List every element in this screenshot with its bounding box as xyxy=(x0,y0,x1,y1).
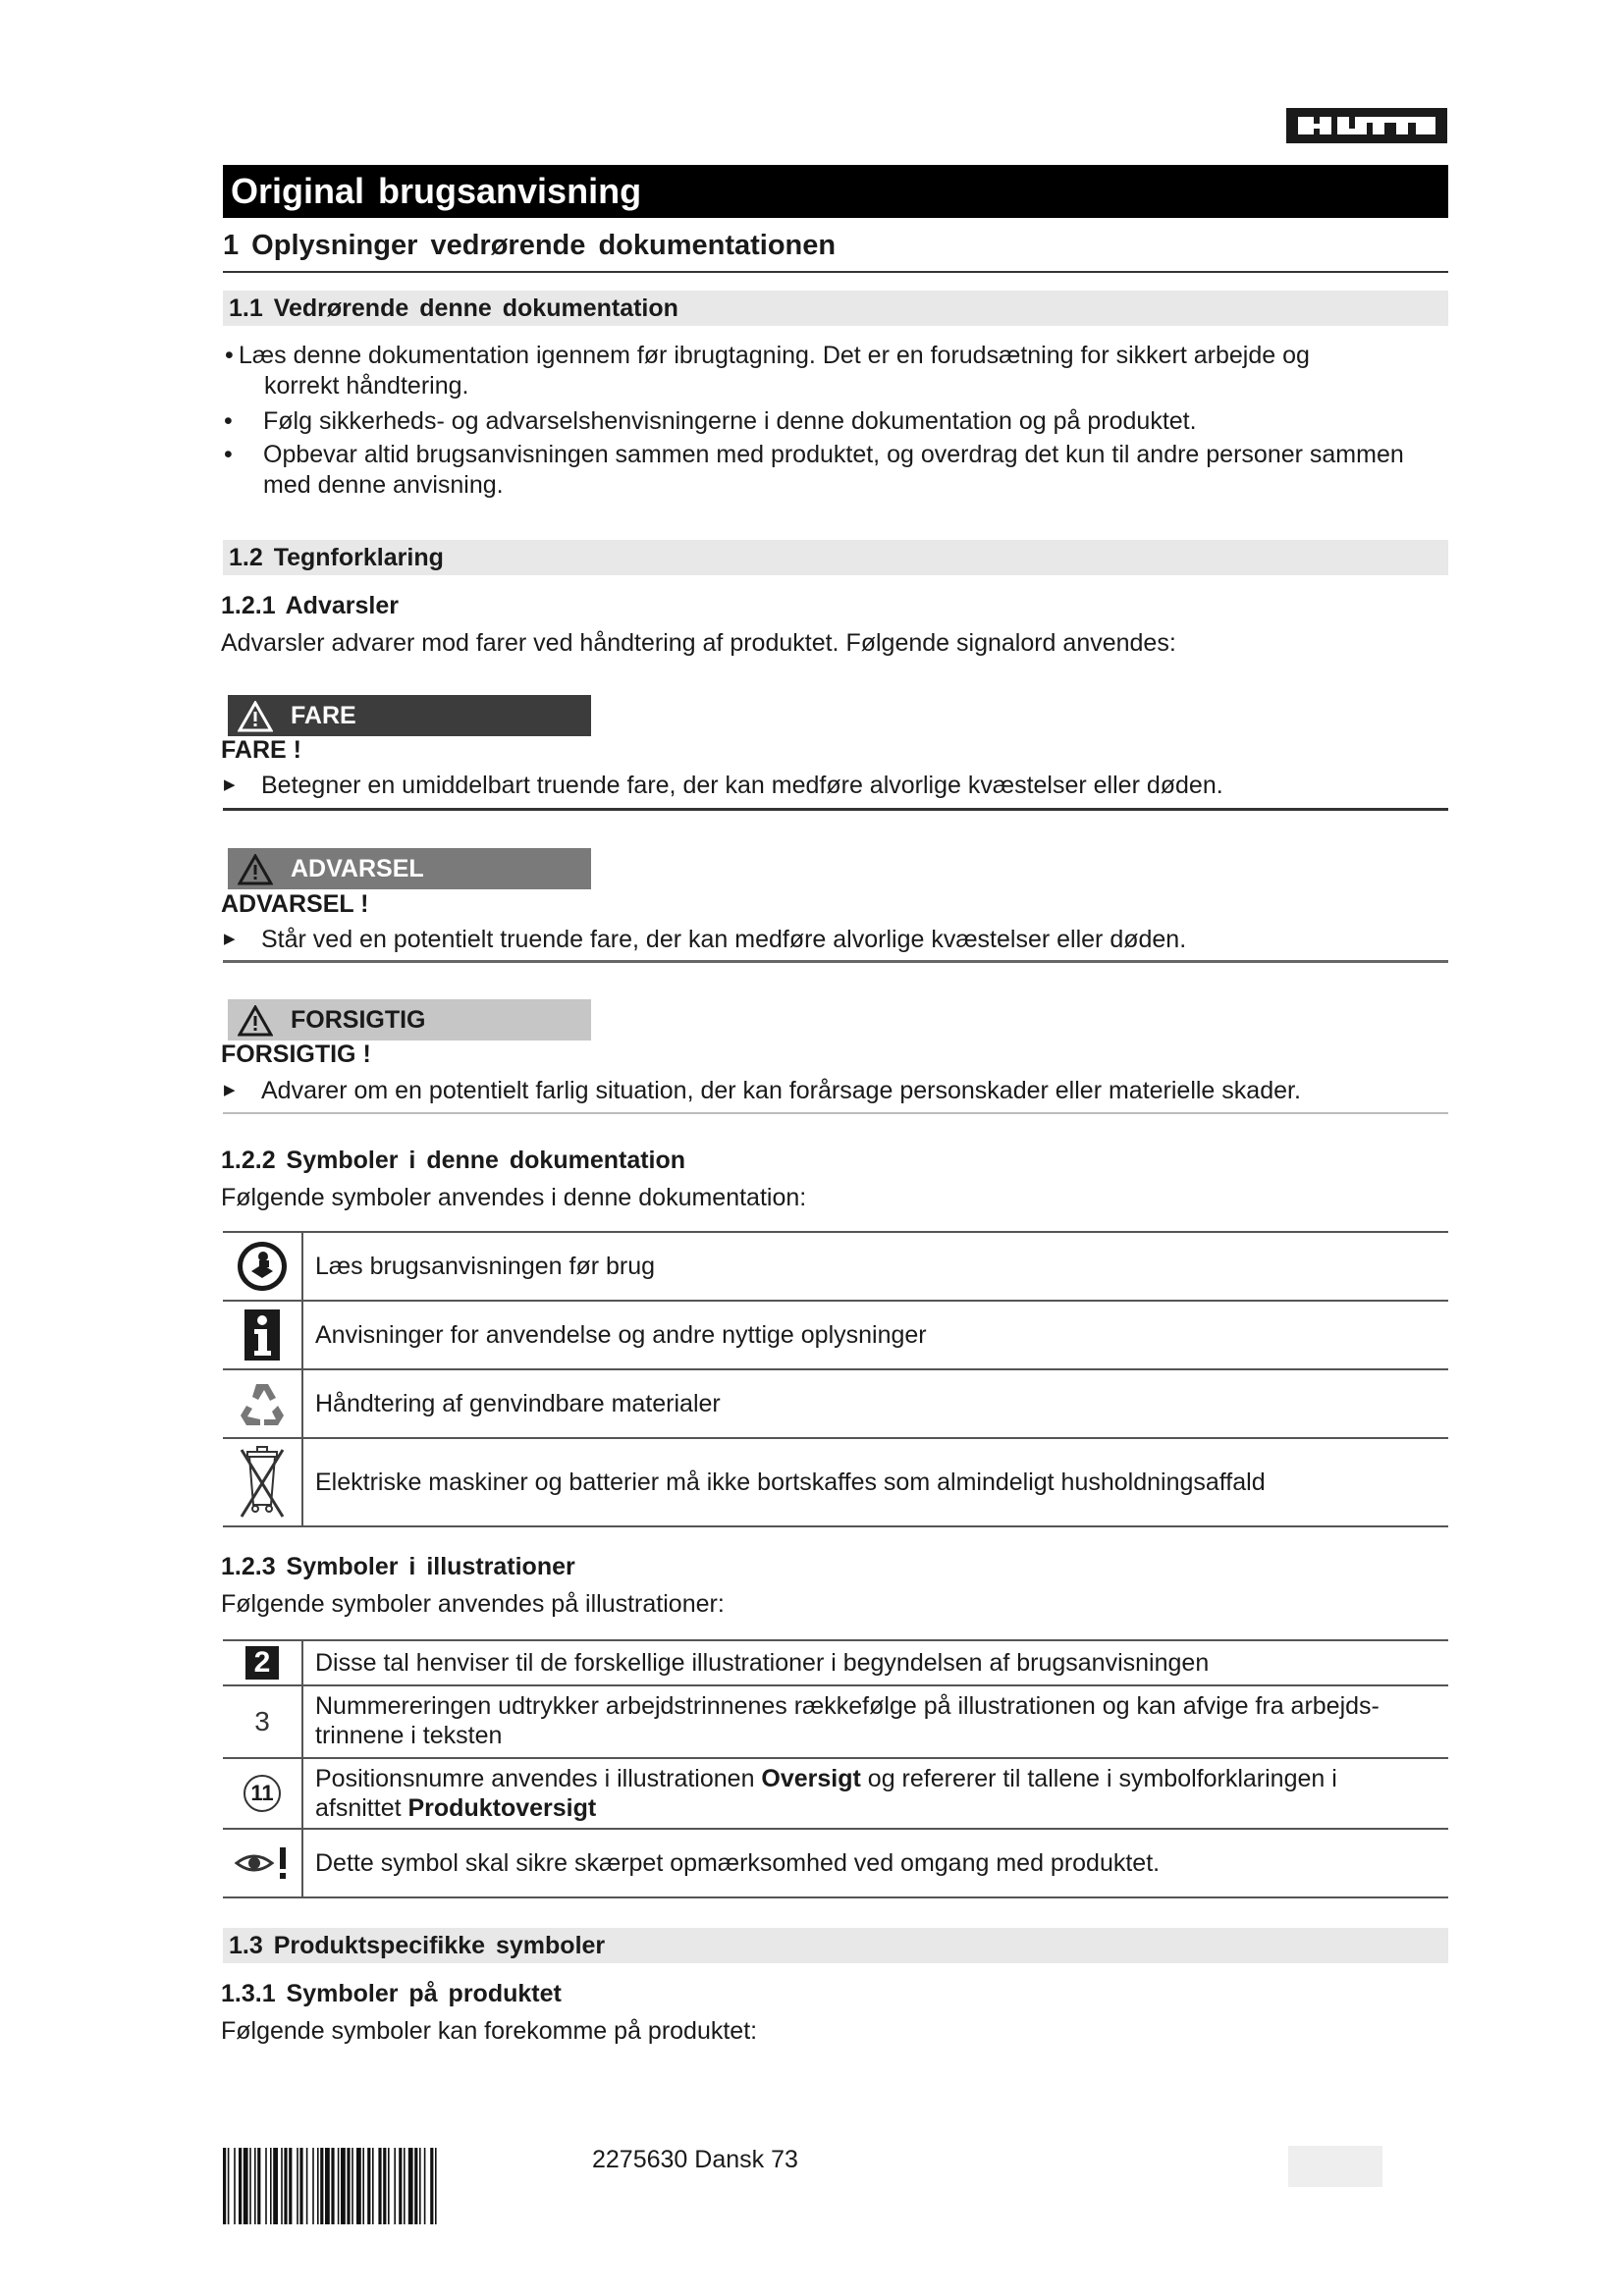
signal-label-text: FORSIGTIG xyxy=(291,1006,426,1034)
bullet-item xyxy=(224,406,1473,437)
barcode-bar xyxy=(289,2148,292,2224)
symbol-description: Positionsnumre anvendes i illustrationen Oversigt og refererer til tallene i symbolforklaringen i afsnittet Produktoversigt xyxy=(315,1765,1337,1822)
symbol-description: Elektriske maskiner og batterier må ikke bortskaffes som almindeligt husholdningsaffald xyxy=(315,1468,1266,1496)
barcode-bar xyxy=(325,2148,330,2224)
barcode-bar xyxy=(419,2148,421,2224)
symbols-intro: Følgende symboler anvendes i denne dokumentation: xyxy=(221,1184,807,1211)
barcode-bar xyxy=(223,2148,226,2224)
symbol-description: Dette symbol skal sikre skærpet opmærksomhed ved omgang med produktet. xyxy=(315,1849,1161,1877)
symbol-description: Disse tal henviser til de forskellige illustrationer i begyndelsen af brugsanvisningen xyxy=(315,1649,1210,1677)
warning-triangle-icon xyxy=(238,854,273,885)
bullet-marker: • xyxy=(225,342,234,369)
section-1-3-heading: 1.3 Produktspecifikke symboler xyxy=(223,1928,1448,1963)
barcode-bar xyxy=(234,2148,236,2224)
signal-label-forsigtig xyxy=(228,999,591,1041)
signal-description: ▶ Advarer om en potentielt farlig situation, der kan forårsage personskader eller materielle skader. xyxy=(224,1077,1301,1104)
symbol-description: Læs brugsanvisningen før brug xyxy=(315,1253,656,1280)
arrow-right-icon: ▶ xyxy=(224,776,236,794)
barcode-bar xyxy=(347,2148,350,2224)
divider xyxy=(223,960,1448,963)
barcode xyxy=(223,2148,559,2224)
bullet-text: Læs denne dokumentation igennem før ibrugtagning. Det er en forudsætning for sikkert arbejde og xyxy=(239,342,1310,369)
table-row xyxy=(223,1302,1448,1370)
table-row xyxy=(223,1439,1448,1527)
barcode-bar xyxy=(383,2148,386,2224)
warning-triangle-icon xyxy=(238,701,273,732)
section-1-rule xyxy=(223,271,1448,273)
barcode-bar xyxy=(424,2148,426,2224)
signal-label-advarsel xyxy=(228,848,591,889)
document-title: Original brugsanvisning xyxy=(223,165,1448,218)
figure-number-icon: 2 xyxy=(223,1641,303,1684)
position-number-icon: 11 xyxy=(223,1759,303,1828)
bullet-item xyxy=(225,341,1448,401)
signal-label-text: FARE xyxy=(291,702,356,729)
table-row xyxy=(223,1686,1448,1759)
barcode-bar xyxy=(273,2148,278,2224)
barcode-bar xyxy=(249,2148,251,2224)
section-1-2-2-heading: 1.2.2 Symboler i denne dokumentation xyxy=(221,1147,686,1174)
hilti-logo xyxy=(1286,108,1447,143)
info-icon xyxy=(223,1302,303,1368)
barcode-bar xyxy=(435,2148,437,2224)
section-1-2-1-heading: 1.2.1 Advarsler xyxy=(221,592,399,619)
barcode-bar xyxy=(244,2148,248,2224)
barcode-bar xyxy=(388,2148,390,2224)
barcode-bar xyxy=(306,2148,308,2224)
barcode-bar xyxy=(430,2148,433,2224)
signal-label-text: ADVARSEL xyxy=(291,855,424,882)
barcode-bar xyxy=(367,2148,370,2224)
read-manual-icon xyxy=(223,1233,303,1300)
bullet-marker: • xyxy=(224,407,233,435)
barcode-bar xyxy=(312,2148,314,2224)
signal-description: ▶ Står ved en potentielt truende fare, der kan medføre alvorlige kvæstelser eller døden. xyxy=(224,926,1187,953)
warning-triangle-icon xyxy=(238,1005,273,1037)
table-row xyxy=(223,1830,1448,1898)
symbols-table xyxy=(223,1231,1448,1527)
symbol-description: Anvisninger for anvendelse og andre nyttige oplysninger xyxy=(315,1321,927,1349)
bullet-text-continued: korrekt håndtering. xyxy=(264,372,469,400)
barcode-bar xyxy=(265,2148,267,2224)
table-row xyxy=(223,1370,1448,1439)
section-1-1-heading: 1.1 Vedrørende denne dokumentation xyxy=(223,291,1448,326)
barcode-bar xyxy=(338,2148,340,2224)
barcode-bar xyxy=(394,2148,396,2224)
arrow-right-icon: ▶ xyxy=(224,1082,236,1099)
illustration-symbols-table xyxy=(223,1639,1448,1898)
barcode-bar xyxy=(378,2148,381,2224)
barcode-bar xyxy=(320,2148,323,2224)
arrow-right-icon: ▶ xyxy=(224,931,236,948)
footer-box xyxy=(1288,2146,1382,2187)
bullet-text: Opbevar altid brugsanvisningen sammen med produktet, og overdrag det kun til andre personer sammen xyxy=(263,441,1404,468)
bullet-text: Følg sikkerheds- og advarselshenvisningerne i denne dokumentation og på produktet. xyxy=(263,407,1197,435)
barcode-bar xyxy=(404,2148,406,2224)
barcode-bar xyxy=(331,2148,334,2224)
barcode-bar xyxy=(297,2148,298,2224)
barcode-bar xyxy=(270,2148,272,2224)
barcode-bar xyxy=(254,2148,256,2224)
table-row xyxy=(223,1641,1448,1686)
footer-text: 2275630 Dansk 73 xyxy=(592,2146,798,2173)
barcode-bar xyxy=(228,2148,230,2224)
product-symbols-intro: Følgende symboler kan forekomme på produktet: xyxy=(221,2017,758,2045)
section-1-2-3-heading: 1.2.3 Symboler i illustrationer xyxy=(221,1553,575,1580)
barcode-bar xyxy=(257,2148,260,2224)
attention-eye-icon xyxy=(223,1830,303,1896)
barcode-bar xyxy=(284,2148,287,2224)
section-1-2-heading: 1.2 Tegnforklaring xyxy=(223,540,1448,575)
barcode-bar xyxy=(414,2148,417,2224)
barcode-bar xyxy=(408,2148,413,2224)
barcode-bar xyxy=(362,2148,364,2224)
barcode-bar xyxy=(299,2148,302,2224)
section-1-heading: 1 Oplysninger vedrørende dokumentationen xyxy=(223,230,837,261)
barcode-bar xyxy=(341,2148,346,2224)
bullet-text-continued: med denne anvisning. xyxy=(263,471,504,499)
symbol-description: Nummereringen udtrykker arbejdstrinnenes rækkefølge på illustrationen og kan afvige fra arbejds- trinnene i teksten xyxy=(315,1692,1380,1749)
warnings-intro: Advarsler advarer mod farer ved håndtering af produktet. Følgende signalord anvendes: xyxy=(221,629,1176,657)
barcode-bar xyxy=(372,2148,374,2224)
signal-description: ▶ Betegner en umiddelbart truende fare, der kan medføre alvorlige kvæstelser eller døden. xyxy=(224,772,1223,799)
table-row xyxy=(223,1759,1448,1830)
signal-label-fare xyxy=(228,695,591,736)
bullet-item xyxy=(224,440,1451,501)
bullet-marker: • xyxy=(224,441,233,468)
barcode-bar xyxy=(317,2148,319,2224)
recycle-icon xyxy=(223,1370,303,1437)
crossed-bin-icon xyxy=(223,1439,303,1525)
symbol-description: Håndtering af genvindbare materialer xyxy=(315,1390,721,1417)
barcode-bar xyxy=(399,2148,402,2224)
signal-word: FORSIGTIG ! xyxy=(221,1041,371,1068)
divider xyxy=(223,808,1448,811)
divider xyxy=(223,1112,1448,1114)
illustration-symbols-intro: Følgende symboler anvendes på illustrationer: xyxy=(221,1590,725,1618)
barcode-bar xyxy=(352,2148,353,2224)
barcode-bar xyxy=(239,2148,242,2224)
section-1-3-1-heading: 1.3.1 Symboler på produktet xyxy=(221,1980,562,2007)
table-row xyxy=(223,1233,1448,1302)
signal-word: FARE ! xyxy=(221,736,301,764)
signal-word: ADVARSEL ! xyxy=(221,890,369,918)
barcode-bar xyxy=(281,2148,283,2224)
step-number-icon: 3 xyxy=(223,1686,303,1757)
barcode-bar xyxy=(356,2148,361,2224)
